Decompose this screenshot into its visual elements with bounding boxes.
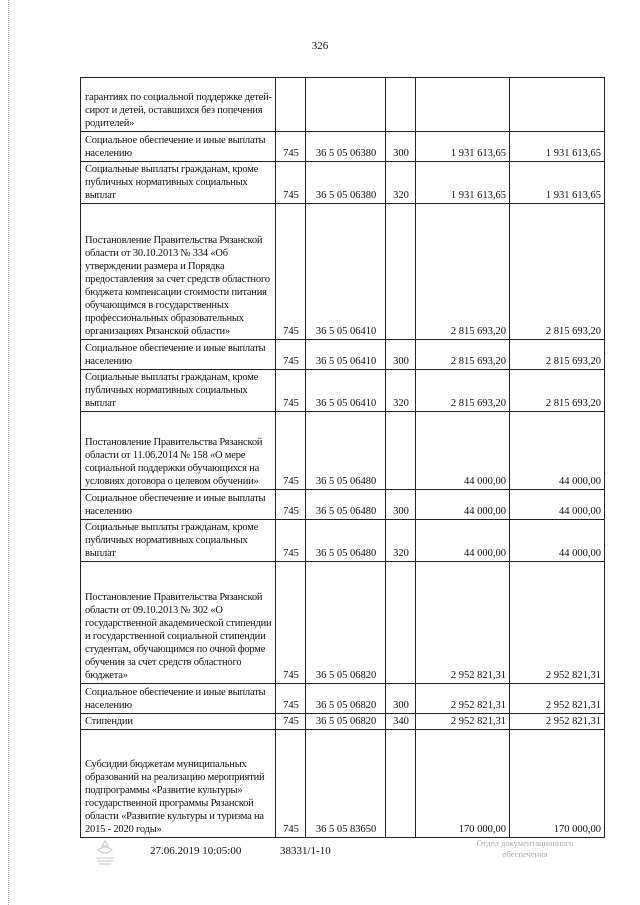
- cell-name: Социальное обеспечение и иные выплаты населению: [81, 132, 276, 162]
- cell-amount-2: 44 000,00: [510, 412, 605, 490]
- cell-amount-2: 170 000,00: [510, 730, 605, 838]
- cell-target-article: 36 5 05 06410: [306, 340, 386, 370]
- page-left-border: [8, 0, 9, 905]
- table-row: [81, 684, 605, 714]
- cell-target-article: [306, 78, 386, 132]
- cell-name: Субсидии бюджетам муниципальных образований на реализацию мероприятий подпрограммы «Развитие культуры» государственной программы Рязанской области «Развитие культуры и туризма на 2015 - 2020 годы»: [81, 730, 276, 838]
- cell-amount-2: 2 815 693,20: [510, 204, 605, 340]
- cell-target-article: 36 5 05 06820: [306, 562, 386, 684]
- cell-expense-type: [386, 730, 416, 838]
- cell-ved-code: 745: [276, 490, 306, 520]
- cell-target-article: 36 5 05 06380: [306, 132, 386, 162]
- cell-amount-2: 44 000,00: [510, 490, 605, 520]
- cell-ved-code: 745: [276, 412, 306, 490]
- budget-table: [80, 77, 605, 838]
- cell-amount-1: 2 952 821,31: [416, 562, 510, 684]
- table-row: [81, 162, 605, 204]
- cell-amount-1: 2 952 821,31: [416, 684, 510, 714]
- table-row: [81, 340, 605, 370]
- cell-expense-type: 300: [386, 684, 416, 714]
- cell-amount-1: 1 931 613,65: [416, 132, 510, 162]
- cell-amount-2: 44 000,00: [510, 520, 605, 562]
- cell-name: Социальное обеспечение и иные выплаты населению: [81, 340, 276, 370]
- cell-expense-type: 320: [386, 520, 416, 562]
- cell-amount-1: [416, 78, 510, 132]
- cell-amount-2: 2 815 693,20: [510, 370, 605, 412]
- cell-expense-type: 300: [386, 340, 416, 370]
- table-row: [81, 562, 605, 684]
- cell-expense-type: [386, 204, 416, 340]
- cell-amount-1: 2 815 693,20: [416, 204, 510, 340]
- table-row: [81, 370, 605, 412]
- cell-amount-1: 44 000,00: [416, 490, 510, 520]
- cell-expense-type: 320: [386, 370, 416, 412]
- table-row: [81, 730, 605, 838]
- table-row: [81, 204, 605, 340]
- cell-ved-code: 745: [276, 204, 306, 340]
- cell-amount-2: 2 952 821,31: [510, 684, 605, 714]
- cell-amount-1: 2 815 693,20: [416, 370, 510, 412]
- cell-ved-code: 745: [276, 520, 306, 562]
- cell-target-article: 36 5 05 06480: [306, 490, 386, 520]
- cell-name: Постановление Правительства Рязанской области от 11.06.2014 № 158 «О мере социальной поддержки обучающихся на условиях договора о целевом обучении»: [81, 412, 276, 490]
- cell-name: Постановление Правительства Рязанской области от 09.10.2013 № 302 «О государственной академической стипендии и государственной социальной стипендии студентам, обучающимся по очной форме обучения за счет средств областного бюджета»: [81, 562, 276, 684]
- cell-expense-type: [386, 412, 416, 490]
- cell-ved-code: [276, 78, 306, 132]
- cell-name: Социальное обеспечение и иные выплаты населению: [81, 684, 276, 714]
- cell-target-article: 36 5 05 06380: [306, 162, 386, 204]
- table-row: [81, 490, 605, 520]
- emblem-stamp-icon: [90, 838, 120, 866]
- cell-expense-type: 320: [386, 162, 416, 204]
- cell-target-article: 36 5 05 06410: [306, 204, 386, 340]
- cell-ved-code: 745: [276, 714, 306, 730]
- cell-amount-1: 44 000,00: [416, 520, 510, 562]
- footer-date: 27.06.2019 10:05:00: [150, 845, 242, 857]
- page-number: 326: [311, 40, 329, 52]
- table-row: [81, 78, 605, 132]
- table-row: [81, 412, 605, 490]
- stamp-line-1: Отдел документационного: [476, 838, 574, 848]
- footer-department-stamp: [450, 838, 600, 860]
- cell-ved-code: 745: [276, 340, 306, 370]
- cell-target-article: 36 5 05 06410: [306, 370, 386, 412]
- cell-ved-code: 745: [276, 684, 306, 714]
- stamp-line-2: обеспечения: [502, 849, 548, 859]
- footer-document-code: 38331/1-10: [280, 845, 331, 857]
- cell-ved-code: 745: [276, 730, 306, 838]
- cell-name: Социальные выплаты гражданам, кроме публичных нормативных социальных выплат: [81, 162, 276, 204]
- cell-name: гарантиях по социальной поддержке детей-сирот и детей, оставшихся без попечения родителей»: [81, 78, 276, 132]
- cell-amount-1: 170 000,00: [416, 730, 510, 838]
- cell-expense-type: [386, 78, 416, 132]
- cell-name: Социальное обеспечение и иные выплаты населению: [81, 490, 276, 520]
- cell-ved-code: 745: [276, 162, 306, 204]
- budget-table-body: [81, 78, 605, 838]
- cell-ved-code: 745: [276, 370, 306, 412]
- cell-name: Стипендии: [81, 714, 276, 730]
- cell-amount-2: 1 931 613,65: [510, 132, 605, 162]
- cell-target-article: 36 5 05 06480: [306, 520, 386, 562]
- table-row: [81, 520, 605, 562]
- cell-target-article: 36 5 05 06820: [306, 714, 386, 730]
- cell-amount-2: [510, 78, 605, 132]
- cell-amount-2: 2 952 821,31: [510, 714, 605, 730]
- cell-expense-type: 300: [386, 490, 416, 520]
- cell-name: Постановление Правительства Рязанской области от 30.10.2013 № 334 «Об утверждении размера и Порядка предоставления за счет средств областного бюджета компенсации стоимости питания обучающимся в государственных профессиональных образовательных организациях Рязанской области»: [81, 204, 276, 340]
- cell-target-article: 36 5 05 06480: [306, 412, 386, 490]
- cell-expense-type: [386, 562, 416, 684]
- cell-amount-1: 44 000,00: [416, 412, 510, 490]
- cell-expense-type: 340: [386, 714, 416, 730]
- cell-amount-2: 2 815 693,20: [510, 340, 605, 370]
- cell-name: Социальные выплаты гражданам, кроме публичных нормативных социальных выплат: [81, 370, 276, 412]
- cell-target-article: 36 5 05 83650: [306, 730, 386, 838]
- cell-amount-2: 2 952 821,31: [510, 562, 605, 684]
- cell-target-article: 36 5 05 06820: [306, 684, 386, 714]
- table-row: [81, 714, 605, 730]
- cell-expense-type: 300: [386, 132, 416, 162]
- cell-amount-2: 1 931 613,65: [510, 162, 605, 204]
- cell-ved-code: 745: [276, 132, 306, 162]
- cell-amount-1: 1 931 613,65: [416, 162, 510, 204]
- cell-amount-1: 2 815 693,20: [416, 340, 510, 370]
- cell-name: Социальные выплаты гражданам, кроме публичных нормативных социальных выплат: [81, 520, 276, 562]
- cell-amount-1: 2 952 821,31: [416, 714, 510, 730]
- table-row: [81, 132, 605, 162]
- cell-ved-code: 745: [276, 562, 306, 684]
